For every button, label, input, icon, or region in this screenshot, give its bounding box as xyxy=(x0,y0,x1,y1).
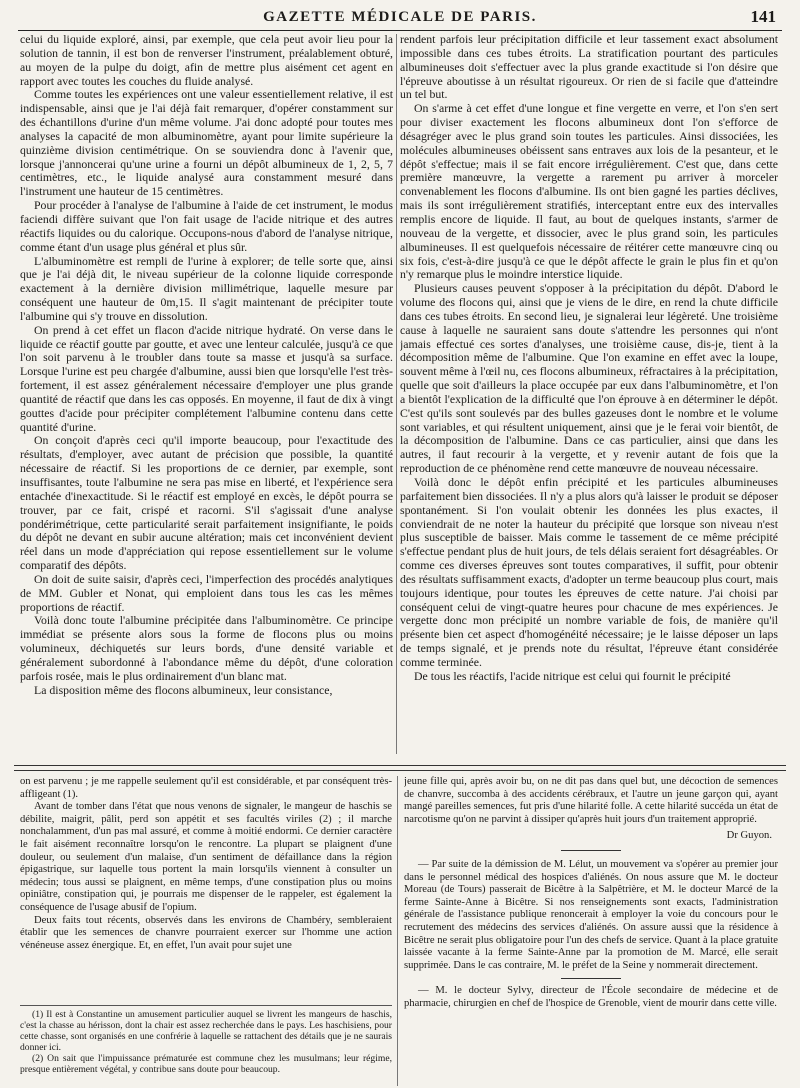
paragraph: La disposition même des flocons albumineux, leur consistance, xyxy=(34,682,333,697)
author-signature: Dr Guyon. xyxy=(726,830,772,842)
paragraph: On conçoit d'après ceci qu'il importe beaucoup, pour l'exactitude des résultats, d'employer, avec autant de précision que possible, la quantité nécessaire de réactif. Si les proportions de ce dernier, par exemple, sont insuffisantes, toute l'albumine ne sera pas mise en liberté, et l'expérience sera entachée d'inexactitude. Si le réactif est employé en excès, le dépôt pourra se trouver, par ce fait, crispé et racorni. S'il s'agissait d'une analyse pondérimétrique, cette particularité serait parfaitement insignifiante, le poids du dépôt ne devant en subir aucune altération; mais cet inconvénient devient réel dans un mode d'appréciation qui repose essentiellement sur le volume comparatif des dépôts. xyxy=(20,433,393,573)
page-header xyxy=(18,4,782,31)
paragraph: De tous les réactifs, l'acide nitrique est celui qui fournit le précipité xyxy=(414,668,731,683)
paragraph: L'albuminomètre est rempli de l'urine à explorer; de telle sorte que, ainsi que je l'ai déjà dit, le niveau supérieur de la colonne liquide corresponde exactement à la dernière division millimétrique, laquelle mesure par conséquent une hauteur de 0m,15. Il s'agit maintenant de précipiter toute l'albumine qui s'y trouve en dissolution. xyxy=(20,253,393,323)
news-item: — Par suite de la démission de M. Lélut, un mouvement va s'opérer au premier jour dans le personnel médical des hospices d'aliénés. On nous assure que M. le docteur Moreau (de Tours) passerait de Bicêtre à la Salpêtrière, et M. le docteur Marcé de la ferme Sainte-Anne à Bicêtre. Si nos renseignements sont exacts, l'administration générale de l'assistance publique renoncerait à employer la voie du concours pour le recrutement des médecins des services d'aliénés. On assure aussi que la résidence à Bicêtre ne serait plus obligatoire pour l'un des chefs de service. Quant à la place gratuite laissée vacante à la ferme Sainte-Anne par la promotion de M. Marcé, elle serait supprimée. Dans le cas contraire, M. le préfet de la Seine y nommerait directement. xyxy=(404,858,778,971)
paragraph: rendent parfois leur précipitation difficile et leur tassement exact absolument impossible dans ces tubes étroits. La stratification pourtant des particules albumineuses doit s'effectuer avec la plus grande exactitude si l'on désire que l'épreuve aboutisse à un résultat rigoureux. Or rien de si facile que d'atteindre un tel but. xyxy=(400,33,778,102)
news-item: — M. le docteur Sylvy, directeur de l'École secondaire de médecine et de pharmacie, chirurgien en chef de l'hospice de Grenoble, vient de mourir dans cette ville. xyxy=(404,985,778,1009)
column-top-right xyxy=(400,33,778,753)
section-separator xyxy=(14,765,786,771)
column-divider xyxy=(396,34,397,754)
paragraph: Deux faits tout récents, observés dans les environs de Chambéry, sembleraient établir que les semences de chanvre pourraient exercer sur l'homme une action vénéneuse assez énergique. Et, en effet, l'un avait pour sujet une xyxy=(20,914,392,951)
news-items xyxy=(404,859,778,1011)
column-bottom-right xyxy=(404,776,778,1086)
column-divider xyxy=(397,776,398,1086)
column-bottom-left xyxy=(20,776,392,1001)
paragraph: On s'arme à cet effet d'une longue et fine vergette en verre, et l'on s'en sert pour diviser exactement les flocons albumineux dont l'on s'efforce de désagréger avec le plus grand soin toutes les particules. Ainsi dissociées, les molécules albumineuses obéissent sans entraves aux lois de la pesanteur, et le dépôt s'effectue; mais il se fait encore irrégulièrement. C'est que, dans cette première manœuvre, la vergette a rarement pu arriver à morceler convenablement les flocons d'albumine. Ils ont bien gagné les parties déclives, mais ils sont irrégulièrement stratifiés, interceptant entre eux des intervalles remplis encore de liquide. Il faut, au bout de quelques instants, s'armer de nouveau de la vergette, et dissocier, avec le plus grand soin, les particules albumineuses. Il est quelquefois nécessaire de réitérer cette manœuvre cinq ou six fois, c'est-à-dire jusqu'à ce que le dépôt affecte le grain le plus fin et qu'on n'y remarque plus le moindre interstice liquide. xyxy=(400,101,778,282)
page-number: 141 xyxy=(750,7,776,26)
paragraph: on est parvenu ; je me rappelle seulement qu'il est considérable, et par conséquent très-affligeant (1). xyxy=(20,776,392,800)
paragraph: Voilà donc toute l'albumine précipitée dans l'albuminomètre. Ce principe immédiat se présente alors sous la forme de flocons plus ou moins volumineux, déchiquetés sur leurs bords, d'une densité variable et généralement subordonné à l'abondance même du dépôt, d'une coloration parfois rosée, mais le plus ordinairement d'un blanc mat. xyxy=(20,613,393,683)
column-top-left xyxy=(20,33,393,753)
journal-title: GAZETTE MÉDICALE DE PARIS. xyxy=(263,8,537,25)
paragraph: Comme toutes les expériences ont une valeur essentiellement relative, il est indispensable, ainsi que je l'ai déjà fait remarquer, d'opérer constamment sur des échantillons d'urine d'un même volume. J'ai donc adopté pour toutes mes analyses la capacité de mon albuminomètre, ayant pour limite supérieure la quinzième division centimétrique. On se souviendra donc à l'avenir que, lorsque j'annoncerai qu'une urine a fourni un dépôt albumineux de 1, 2, 5, 7 centimètres, etc., le liquide analysé aura constamment mesuré dans l'instrument une hauteur de 15 centimètres. xyxy=(20,87,393,199)
paragraph: On doit de suite saisir, d'après ceci, l'imperfection des procédés analytiques de MM. Gubler et Nonat, qui emploient dans tous les cas les mêmes proportions de réactif. xyxy=(20,571,393,614)
paragraph: Pour procéder à l'analyse de l'albumine à l'aide de cet instrument, le modus faciendi diffère suivant que l'on fait usage de l'acide nitrique et des autres réactifs liquides ou du calorique. Occupons-nous d'abord de l'analyse nitrique, comme étant d'un usage plus général et plus sûr. xyxy=(20,198,393,254)
footnote: (1) Il est à Constantine un amusement particulier auquel se livrent les mangeurs de haschis, c'est la chasse au hérisson, dont la chair est assez recherchée dans le pays. Les haschisiens, pour cette chasse, sont organisés en une confrérie à laquelle se rattachent des détails que je ne saurais donner ici. xyxy=(20,1009,392,1053)
divider xyxy=(561,978,621,979)
footnotes xyxy=(20,1009,392,1087)
footnote: (2) On sait que l'impuissance prématurée est commune chez les musulmans; leur régime, presque entièrement végétal, y contribue sans doute pour beaucoup. xyxy=(20,1053,392,1075)
paragraph: jeune fille qui, après avoir bu, on ne dit pas dans quel but, une décoction de semences de chanvre, succomba à des accidents cérébraux, et l'autre un jeune garçon qui, ayant mangé pareilles semences, fut pris d'une hilarité folle. A cette hilarité succéda un état de narcotisme qu'on ne parvint à dissiper qu'après huit jours d'un traitement approprié. xyxy=(404,776,778,825)
divider xyxy=(561,850,621,851)
paragraph: On prend à cet effet un flacon d'acide nitrique hydraté. On verse dans le liquide ce réactif goutte par goutte, et avec une lenteur calculée, jusqu'à ce que l'on soit parvenu à le troubler dans toute sa masse et jusqu'à sa surface. Lorsque l'urine est peu chargée d'albumine, aussi bien que lorsqu'elle l'est très-fortement, il est assez généralement nécessaire d'employer une plus grande quantité de réactif que dans les cas opposés. En moyenne, il faut de dix à vingt gouttes d'acide pour précipiter complétement l'albumine contenu dans cette quantité d'urine. xyxy=(20,322,393,434)
paragraph: Voilà donc le dépôt enfin précipité et les particules albumineuses parfaitement bien dissociées. Il n'y a plus alors qu'à laisser le produit se déposer spontanément. Si l'on voulait obtenir les données les plus exactes, il conviendrait de ne noter la hauteur du précipité que lorsque son niveau n'est plus susceptible de baisser. Mais comme le tassement de ce même précipité s'effectue pendant plus de huit jours, de tels délais seraient fort désagréables. Or comme ces diverses épreuves sont toutes comparatives, il suffit, pour obtenir des résultats suffisamment exacts, d'adopter un terme beaucoup plus court, mais toujours identique, pour toutes les épreuves de cette nature. J'ai choisi par conséquent celui de vingt-quatre heures pour chacune de mes expériences. Je vergette donc mon précipité un nombre variable de fois, de manière qu'il présente bien cet aspect d'homogénéité nécessaire; je le laisse déposer un laps de temps signalé, et je prends note du résultat, l'épreuve étant considérée comme terminée. xyxy=(400,475,778,669)
paragraph: celui du liquide exploré, ainsi, par exemple, que cela peut avoir lieu pour la solution de tannin, il est bon de renverser l'instrument, préalablement obturé, au moyen de la pulpe du doigt, afin de mettre plus aisément cet agent en rapport avec toutes les couches du fluide analysé. xyxy=(20,33,393,88)
paragraph: Avant de tomber dans l'état que nous venons de signaler, le mangeur de haschis se débilite, maigrit, pâlit, perd son appétit et ses facultés viriles (2) ; il marche nonchalamment, d'un pas mal assuré, et comme à moitié endormi. Ce dernier caractère le fait aisément reconnaître lorsqu'on le rencontre. La plupart se plaignent d'une douleur, ou seulement d'un malaise, d'un sentiment de défaillance dans la région épigastrique, sur laquelle tous portent la main lorsqu'ils viennent à consulter un médecin; tous aussi se plaignent, en même temps, d'une constipation plus ou moins opiniâtre, constipation qui, je pourrais me dispenser de le rappeler, est également la conséquence de l'usage abusif de l'opium. xyxy=(20,801,392,913)
footnote-rule xyxy=(20,1005,392,1006)
paragraph: Plusieurs causes peuvent s'opposer à la précipitation du dépôt. D'abord le volume des flocons qui, ainsi que je viens de le dire, en rend la chute difficile dans ces tubes étroits. En second lieu, je signalerai leur légèreté. Une troisième cause à laquelle ne sauraient sans doute s'attendre les personnes qui n'ont jamais effectué ces sortes d'analyses, une troisième cause, dis-je, tient à la décomposition même de l'albumine. Que l'on examine en effet avec la loupe, souvent même à l'œil nu, ces flocons albumineux, réfractaires à la précipitation, quelle que soit d'ailleurs la place occupée par eux dans l'albuminomètre, et l'on a bientôt l'explication de la difficulté que l'on éprouve à en déterminer le dépôt. C'est qu'ils sont soulevés par des bulles gazeuses dont le nombre et le volume sont variables, et qui résultent uniquement, ainsi que je le ferai voir bientôt, de la décomposition de l'albumine. Dans ce cas particulier, ainsi que dans les autres, il faut recourir à la vergette, et y revenir autant de fois que la reproduction de ce phénomène rend cette manœuvre de nouveau nécessaire. xyxy=(400,281,778,476)
